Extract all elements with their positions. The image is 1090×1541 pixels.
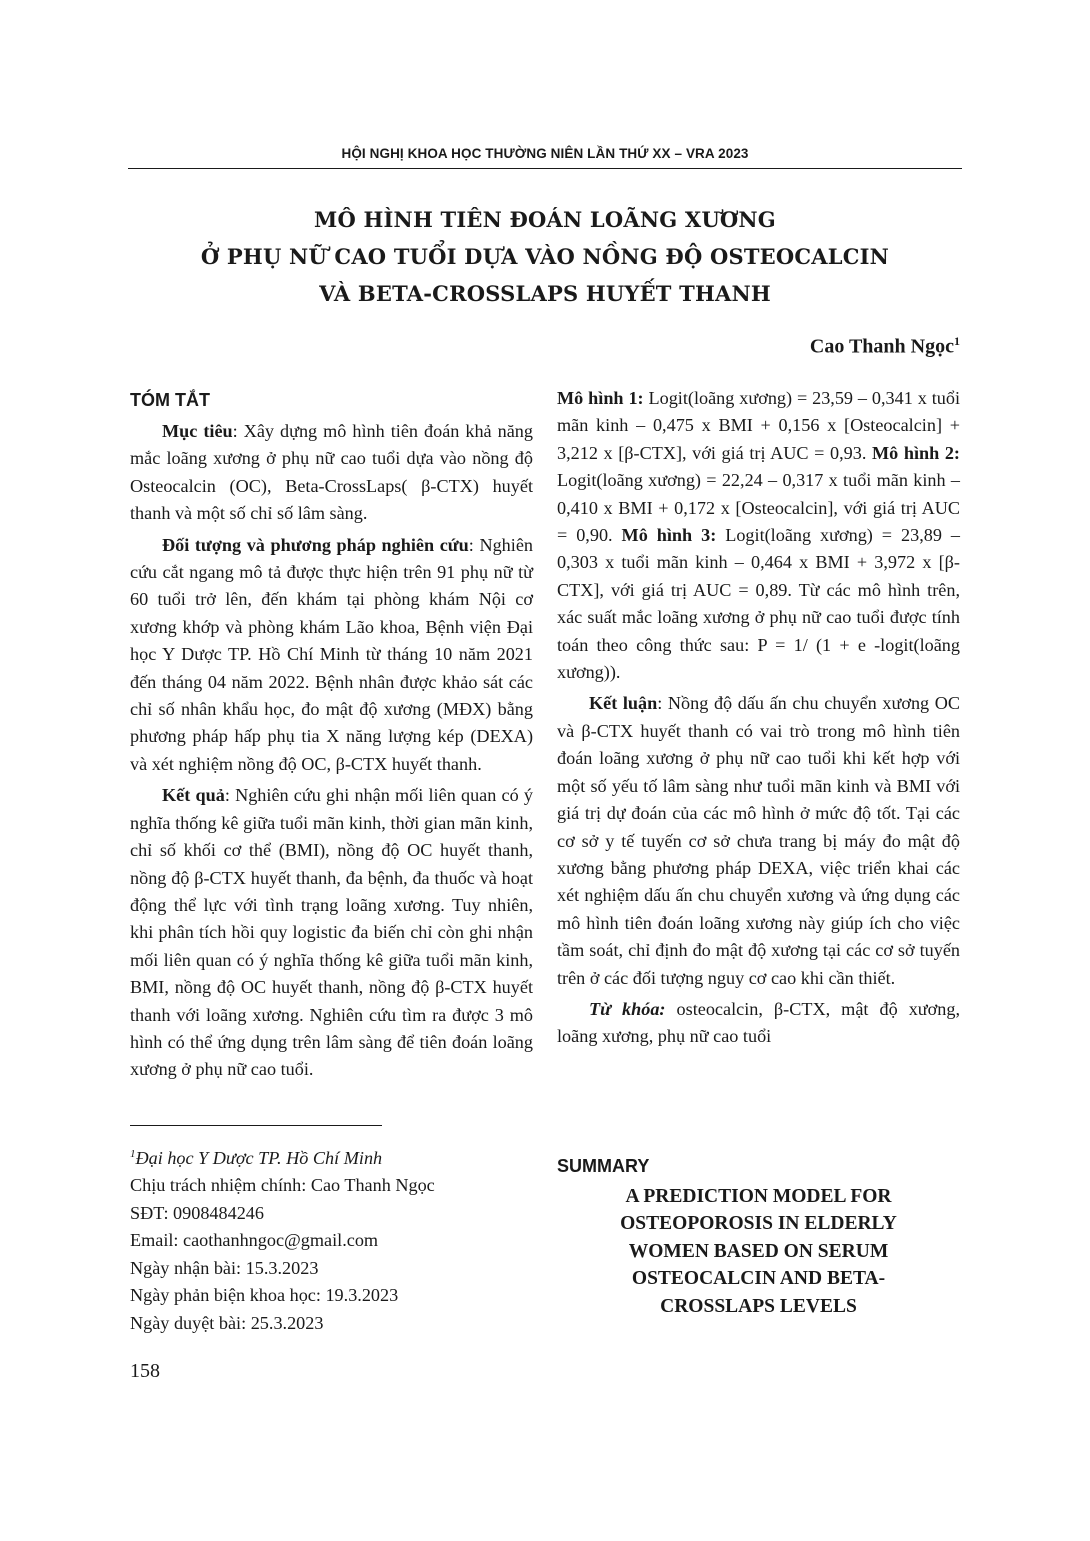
abstract-heading: TÓM TẮT [130,390,210,410]
objective-label: Mục tiêu [162,421,233,441]
summary-heading: SUMMARY [557,1156,650,1176]
model-3-text: Logit(loãng xương) = 23,89 – 0,303 x tuổi mãn kinh – 0,464 x BMI + 3,972 x [β-CTX], với giá trị AUC = 0,89. Từ các mô hình trên, xác suất mắc loãng xương ở phụ nữ cao tuổi được tính toán theo công thức sau: P = 1/ (1 + e -logit(loãng xương)). [557,525,960,683]
results-text: : Nghiên cứu ghi nhận mối liên quan có ý nghĩa thống kê giữa tuổi mãn kinh, thời gian mãn kinh, chỉ số khối cơ thể (BMI), nồng độ OC huyết thanh, nồng độ β-CTX huyết thanh, đa bệnh, đa thuốc và hoạt động thể lực với tình trạng loãng xương. Tuy nhiên, khi phân tích hồi quy logistic đa biến chỉ còn ghi nhận mối liên quan có ý nghĩa thống kê giữa tuổi mãn kinh, BMI, nồng độ OC huyết thanh, nồng độ β-CTX huyết thanh với loãng xương. Nghiên cứu tìm ra được 3 mô hình có thể ứng dụng trên lâm sàng để tiên đoán loãng xương ở phụ nữ cao tuổi. [130,785,533,1080]
affiliation-text: Đại học Y Dược TP. Hồ Chí Minh [135,1148,383,1169]
abstract-right-column [557,385,960,1055]
title-line: Ở PHỤ NỮ CAO TUỔI DỰA VÀO NỒNG ĐỘ OSTEOCALCIN [200,244,890,269]
footnote-phone: SĐT: 0908484246 [130,1202,264,1223]
footnotes [130,1141,533,1337]
objective-text: : Xây dựng mô hình tiên đoán khả năng mắc loãng xương ở phụ nữ cao tuổi dựa vào nồng độ Osteocalcin (OC), Beta-CrossLaps( β-CTX) huyết thanh và một số chỉ số lâm sàng. [130,421,533,524]
keywords-paragraph [557,996,960,1051]
english-title-line: A PREDICTION MODEL FOR [625,1186,892,1207]
author-name: Cao Thanh Ngọc [809,335,954,358]
english-title-line: WOMEN BASED ON SERUM [628,1240,889,1262]
model-1-text: Logit(loãng xương) = 23,59 – 0,341 x tuổi mãn kinh – 0,475 x BMI + 0,156 x [Osteocalcin] + 3,212 x [β-CTX], với giá trị AUC = 0,93. [557,388,960,463]
page-number: 158 [130,1360,160,1382]
conclusion-label: Kết luận [589,693,658,714]
footnote-email: Email: caothanhngoc@gmail.com [130,1230,379,1251]
footnote-accepted: Ngày duyệt bài: 25.3.2023 [130,1312,324,1333]
author-affiliation-mark: 1 [954,334,960,348]
affiliation-mark: 1 [130,1148,136,1160]
footnote-rule [130,1125,382,1126]
english-title [557,1183,960,1320]
author [810,334,960,359]
conclusion-paragraph [557,690,960,991]
model-3-label: Mô hình 3: [621,525,717,546]
article-title [128,201,962,312]
model-2-label: Mô hình 2: [871,442,960,463]
footnote-corresponding: Chịu trách nhiệm chính: Cao Thanh Ngọc [130,1175,435,1196]
running-head: HỘI NGHỊ KHOA HỌC THƯỜNG NIÊN LẦN THỨ XX – VRA 2023 [341,146,749,161]
footnote-received: Ngày nhận bài: 15.3.2023 [130,1257,319,1278]
objective-paragraph [130,418,533,528]
title-line: MÔ HÌNH TIÊN ĐOÁN LOÃNG XƯƠNG [314,207,776,232]
model-1-label: Mô hình 1: [557,388,644,408]
abstract-left-column [130,385,533,1088]
results-paragraph [130,782,533,1083]
english-title-line: CROSSLAPS LEVELS [660,1295,857,1317]
models-paragraph [557,385,960,686]
footnote-affiliation [130,1141,533,1172]
methods-text: : Nghiên cứu cắt ngang mô tả được thực hiện trên 91 phụ nữ từ 60 tuổi trở lên, đến khám tại phòng khám Nội cơ xương khớp và phòng khám Lão khoa, Bệnh viện Đại học Y Dược TP. Hồ Chí Minh từ tháng 10 năm 2021 đến tháng 04 năm 2022. Bệnh nhân được khảo sát các chỉ số nhân khẩu học, đo mật độ xương (MĐX) bằng phương pháp hấp phụ tia X năng lượng kép (DEXA) và xét nghiệm nồng độ OC, β-CTX huyết thanh. [130,534,533,774]
keywords-label: Từ khóa: [589,998,666,1019]
header-rule [128,168,962,169]
keywords-text: osteocalcin, β-CTX, mật độ xương, loãng xương, phụ nữ cao tuổi [557,998,960,1047]
english-title-line: OSTEOCALCIN AND BETA- [631,1268,886,1290]
footnote-reviewed: Ngày phản biện khoa học: 19.3.2023 [130,1285,399,1306]
model-2-text: Logit(loãng xương) = 22,24 – 0,317 x tuổi mãn kinh – 0,410 x BMI + 0,172 x [Osteocalcin], với giá trị AUC = 0,90. [557,470,960,546]
conclusion-text: : Nồng độ dấu ấn chu chuyển xương OC và β-CTX huyết thanh có vai trò trong mô hình tiên đoán loãng xương ở phụ nữ cao tuổi khi kết hợp với một số yếu tố lâm sàng như tuổi mãn kinh và BMI với giá trị dự đoán của các mô hình ở mức độ tốt. Tại các cơ sở y tế tuyến cơ sở chưa trang bị máy đo mật độ xương bằng phương pháp DEXA, việc triển khai các xét nghiệm dấu ấn chu chuyển xương và ứng dụng các mô hình tiên đoán loãng xương này giúp ích cho việc tầm soát, chỉ định đo mật độ xương tại các cơ sở tuyến trên ở các đối tượng nguy cơ cao khi cần thiết. [557,693,960,988]
title-line: VÀ BETA-CROSSLAPS HUYẾT THANH [319,281,771,306]
results-label: Kết quả [162,785,225,806]
methods-paragraph [130,532,533,779]
methods-label: Đối tượng và phương pháp nghiên cứu [162,534,469,555]
english-title-line: OSTEOPOROSIS IN ELDERLY [620,1213,897,1235]
